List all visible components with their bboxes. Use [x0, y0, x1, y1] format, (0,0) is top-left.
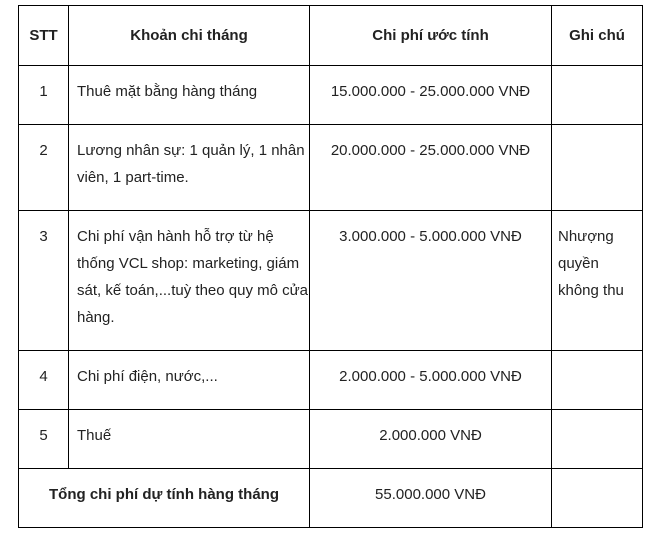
row-cost: 20.000.000 - 25.000.000 VNĐ [310, 125, 552, 211]
row-cost: 2.000.000 - 5.000.000 VNĐ [310, 351, 552, 410]
header-row [19, 6, 643, 66]
header-stt: STT [19, 6, 69, 66]
row-cost: 2.000.000 VNĐ [310, 410, 552, 469]
row-stt: 4 [19, 351, 69, 410]
header-note: Ghi chú [552, 6, 643, 66]
row-stt: 3 [19, 211, 69, 351]
row-item: Thuê mặt bằng hàng tháng [69, 66, 310, 125]
table-row [19, 211, 643, 351]
row-note [552, 66, 643, 125]
row-stt: 2 [19, 125, 69, 211]
row-stt: 1 [19, 66, 69, 125]
row-note: Nhượng quyền không thu [552, 211, 643, 351]
total-row [19, 469, 643, 528]
row-note [552, 125, 643, 211]
total-label: Tổng chi phí dự tính hàng tháng [19, 469, 310, 528]
row-note [552, 351, 643, 410]
cost-table [18, 5, 643, 528]
table-row [19, 66, 643, 125]
row-cost: 3.000.000 - 5.000.000 VNĐ [310, 211, 552, 351]
total-note [552, 469, 643, 528]
total-cost: 55.000.000 VNĐ [310, 469, 552, 528]
row-stt: 5 [19, 410, 69, 469]
header-item: Khoản chi tháng [69, 6, 310, 66]
row-note [552, 410, 643, 469]
row-item: Chi phí vận hành hỗ trợ từ hệ thống VCL shop: marketing, giám sát, kế toán,...tuỳ theo quy mô cửa hàng. [69, 211, 310, 351]
table-row [19, 125, 643, 211]
table-row [19, 351, 643, 410]
header-cost: Chi phí ước tính [310, 6, 552, 66]
row-item: Chi phí điện, nước,... [69, 351, 310, 410]
row-item: Thuế [69, 410, 310, 469]
table-row [19, 410, 643, 469]
row-cost: 15.000.000 - 25.000.000 VNĐ [310, 66, 552, 125]
row-item: Lương nhân sự: 1 quản lý, 1 nhân viên, 1 part-time. [69, 125, 310, 211]
